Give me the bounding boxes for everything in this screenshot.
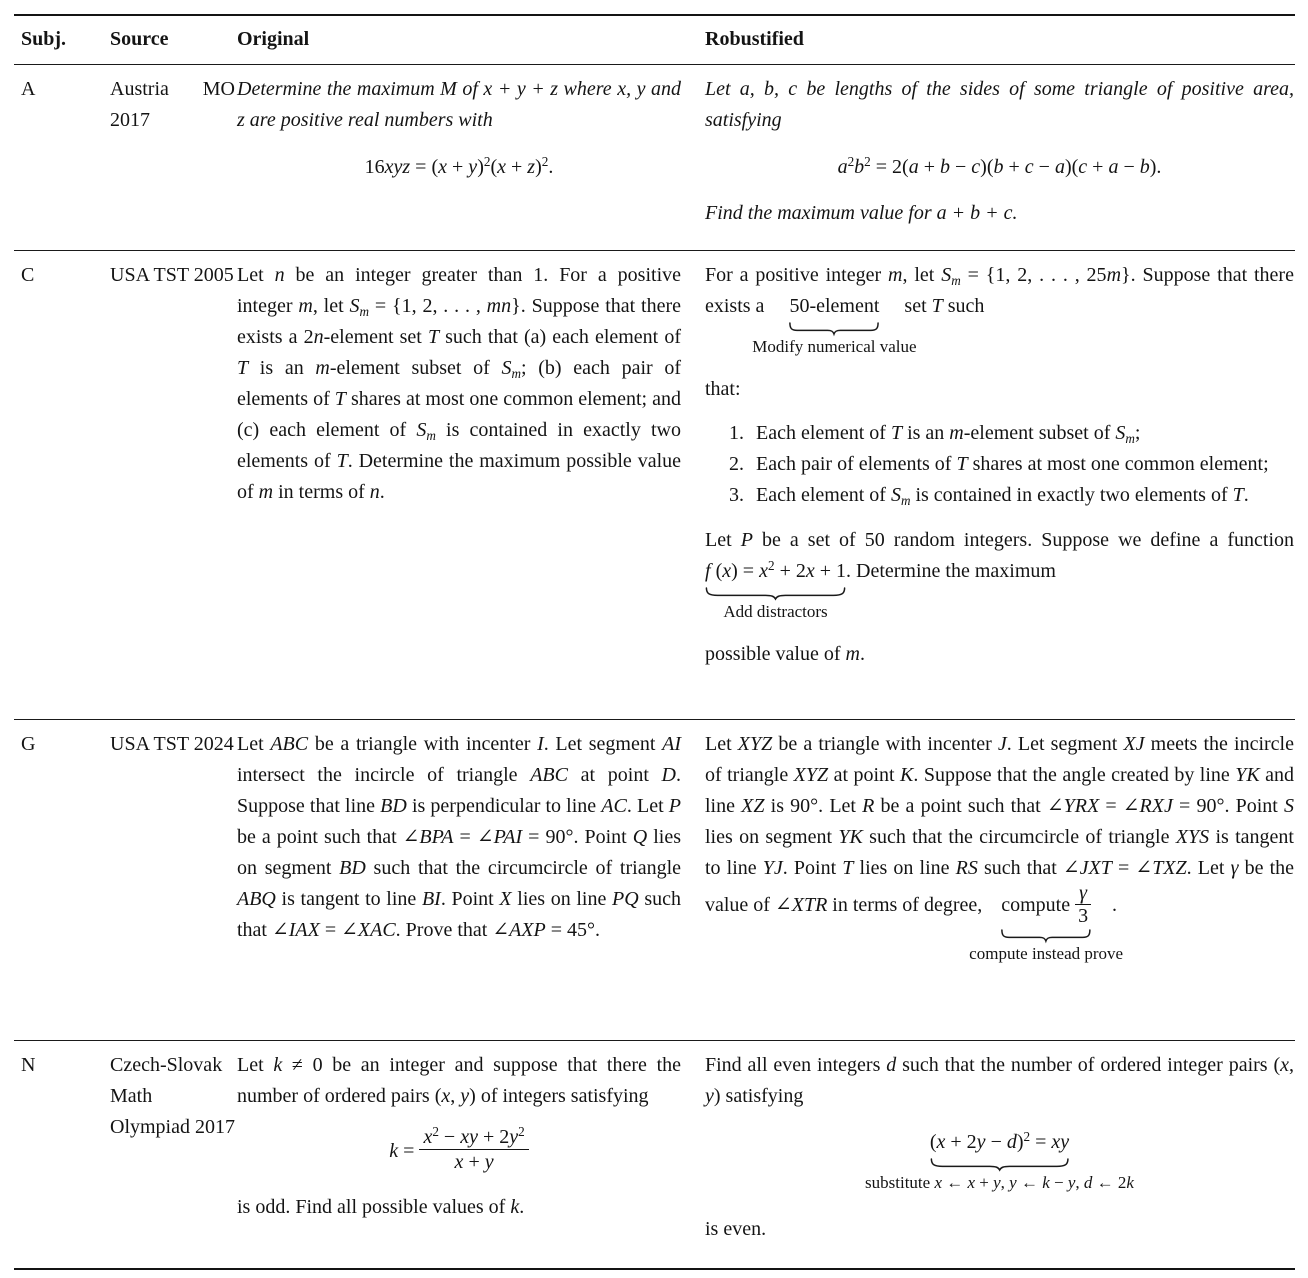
table-row-number-theory <box>14 1041 1295 1268</box>
list-item-text: Each element of $S_m$ is contained in exactly two elements of T. <box>756 484 1249 508</box>
text-fragment: For a positive integer m, let $S_m = \{1$, 2, . . . , 25m}. Suppose that there exists a <box>705 264 1294 317</box>
original-problem-cell <box>237 65 705 250</box>
underbraced-text: $(x + 2y - d)^2$ = xy <box>929 1128 1070 1153</box>
text-fragment: set T such <box>904 295 985 317</box>
display-equation <box>237 1123 681 1177</box>
underbrace-glyph <box>1001 930 1091 941</box>
display-equation: $a^2b^2 = 2(a + b - c)(b + c - a)(c + a - b)$. <box>837 153 1162 178</box>
table-row-combinatorics <box>14 251 1295 720</box>
problem-paragraph: is even. <box>705 1218 767 1240</box>
problem-paragraph: Let k ≠ 0 be an integer and suppose that there the number of ordered pairs (x, y) of integers satisfying <box>237 1054 681 1107</box>
fraction-numerator: $x^2$ − xy + $2y^2$ <box>423 1123 525 1148</box>
fraction <box>419 1125 528 1175</box>
problem-paragraph <box>705 260 1294 356</box>
problem-paragraph: that: <box>705 378 741 400</box>
subject-label: C <box>21 264 35 286</box>
fraction-denominator: 3 <box>1078 905 1089 927</box>
display-equation <box>705 1127 1294 1192</box>
underbrace-annotation <box>865 1127 1134 1192</box>
display-equation: $16xyz = (x + y)^2(x + z)^2$. <box>364 153 554 178</box>
problem-paragraph: Let ABC be a triangle with incenter I. Let segment AI intersect the incircle of triangle ABC at point D. Suppose that line BD is perpendicular to line AC. Let P be a point such that ∠BPA = ∠PAI = 90°. Point Q lies on segment BD such that the circumcircle of triangle ABQ is tangent to line BI. Point X lies on line PQ such that ∠IAX = ∠XAC. Prove that ∠AXP = 45°. <box>237 733 682 941</box>
text-fragment: . Determine the maximum <box>846 560 1056 582</box>
col-header-robustified: Robustified <box>705 28 804 50</box>
original-problem-cell <box>237 1041 705 1268</box>
underbrace-annotation <box>752 291 917 356</box>
problem-paragraph: Find the maximum value for a + b + c. <box>705 202 1018 224</box>
robustified-problem-cell <box>705 1041 1295 1268</box>
robustified-problem-cell <box>705 65 1295 250</box>
underbrace-glyph <box>705 588 846 599</box>
equation-lhs: k = <box>389 1139 415 1162</box>
underbraced-text: 50-element <box>789 295 880 317</box>
conditions-list <box>705 418 1294 511</box>
table-row-algebra <box>14 65 1295 251</box>
underbrace-label: Modify numerical value <box>752 337 917 356</box>
problem-paragraph <box>705 729 1295 963</box>
col-header-subj: Subj. <box>21 28 67 50</box>
list-item <box>705 480 1294 511</box>
original-problem-cell <box>237 251 705 719</box>
underbrace-label: compute instead prove <box>969 944 1124 963</box>
underbrace-label: substitute x ← x + y, y ← k − y, d ← 2k <box>865 1173 1134 1192</box>
list-item-number: 2. <box>729 453 744 475</box>
underbraced-text: compute <box>1001 894 1071 917</box>
table-header-row <box>14 16 1295 65</box>
text-fragment: . <box>1112 894 1118 917</box>
list-item <box>705 418 1294 449</box>
problem-paragraph: possible value of m. <box>705 643 865 665</box>
fraction <box>1075 882 1091 927</box>
source-label: Czech-Slovak Math Olympiad 2017 <box>110 1054 235 1138</box>
subject-label: G <box>21 733 36 755</box>
list-item <box>705 449 1294 480</box>
list-item-number: 3. <box>729 484 744 506</box>
problem-paragraph: Determine the maximum M of x + y + z where x, y and z are positive real numbers with <box>237 78 681 131</box>
underbrace-annotation <box>705 556 847 621</box>
col-header-source: Source <box>110 28 169 50</box>
list-item-number: 1. <box>729 422 744 444</box>
source-label: USA TST 2005 <box>110 264 234 286</box>
problem-paragraph: Let a, b, c be lengths of the sides of some triangle of positive area, satisfying <box>705 78 1294 131</box>
fraction-numerator: γ <box>1079 882 1088 904</box>
underbrace-annotation <box>969 882 1124 963</box>
subject-label: N <box>21 1054 36 1076</box>
underbraced-text: f $(x) = x^2 + 2x + 1$ <box>705 557 847 582</box>
fraction-denominator: x + y <box>454 1151 494 1173</box>
subject-label: A <box>21 78 36 100</box>
problem-paragraph: is odd. Find all possible values of k. <box>237 1196 525 1218</box>
list-item-text: Each element of T is an m-element subset of $S_m$; <box>756 422 1141 446</box>
robustified-problem-cell <box>705 251 1295 719</box>
underbrace-glyph <box>789 323 879 334</box>
col-header-original: Original <box>237 28 310 50</box>
table-row-geometry <box>14 720 1295 1041</box>
source-label: USA TST 2024 <box>110 733 234 755</box>
robustified-problem-cell <box>705 720 1295 1040</box>
underbrace-label: Add distractors <box>723 602 828 621</box>
problem-paragraph: Let n be an integer greater than 1. For a positive integer m, let $S_m = \{1$, 2, . . . , mn}. Suppose that there exists a 2n-element set T such that (a) each element of T is an m-element subset of $S_m$; (b) each pair of elements of T shares at most one common element; and (c) each element of $S_m$ is contained in exactly two elements of T. Determine the maximum possible value of m in terms of n. <box>237 264 682 503</box>
source-label: Austria MO 2017 <box>110 78 235 131</box>
problem-paragraph <box>705 525 1295 621</box>
list-item-text: Each pair of elements of T shares at most one common element; <box>756 453 1269 475</box>
text-fragment: Let XYZ be a triangle with incenter J. Let segment XJ meets the incircle of triangle XYZ at point K. Suppose that the angle created by line YK and line XZ is 90°. Let R be a point such that ∠YRX = ∠RXJ = 90°. Point S lies on segment YK such that the circumcircle of triangle XYS is tangent to line YJ. Point T lies on line RS such that ∠JXT = ∠TXZ. Let γ be the value of ∠XTR in terms of degree, <box>705 733 1295 917</box>
problems-table <box>14 14 1295 1270</box>
problem-paragraph: Find all even integers d such that the number of ordered integer pairs (x, y) satisfying <box>705 1054 1295 1107</box>
text-fragment: Let P be a set of 50 random integers. Suppose we define a function <box>705 529 1295 551</box>
original-problem-cell <box>237 720 705 1040</box>
underbrace-glyph <box>930 1159 1069 1170</box>
